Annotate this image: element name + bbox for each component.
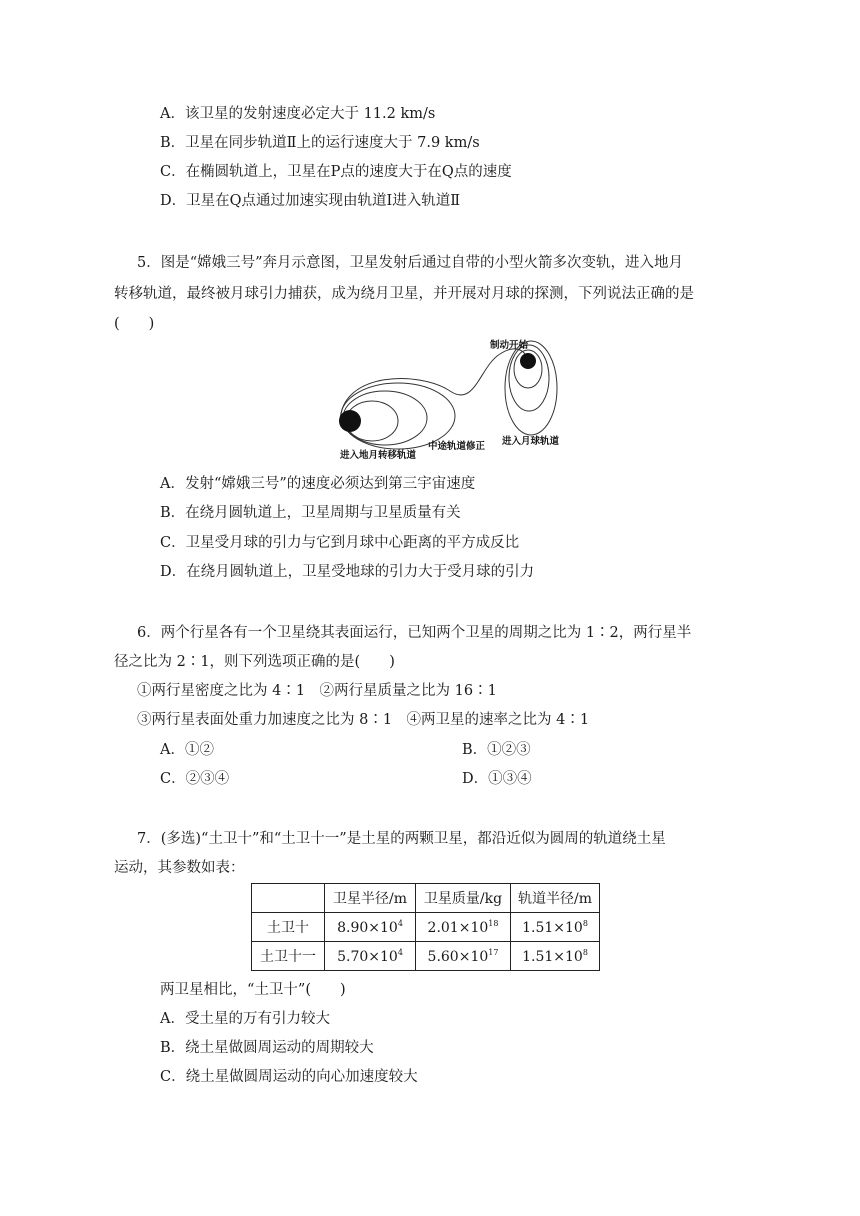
- table-row: [252, 913, 600, 942]
- label-transfer-orbit: 进入地月转移轨道: [340, 450, 417, 461]
- table-cell-orbit: $1.51\times 10^8$: [511, 942, 600, 971]
- q4-option-c: C．在椭圆轨道上，卫星在P点的速度大于在Q点的速度: [160, 164, 512, 180]
- q7-stem-line1: 7．(多选)“土卫十”和“土卫十一”是土星的两颗卫星，都沿近似为圆周的轨道绕土星: [137, 831, 666, 847]
- table-header-cell: [252, 884, 325, 913]
- q7-option-c: C．绕土星做圆周运动的向心加速度较大: [160, 1069, 418, 1085]
- q7-option-a: A．受土星的万有引力较大: [160, 1011, 330, 1027]
- q4-option-a: A．该卫星的发射速度必定大于 11.2 km/s: [160, 106, 436, 122]
- label-midcourse-correction: 中途轨道修正: [428, 441, 486, 452]
- table-cell-orbit: $1.51\times 10^8$: [511, 913, 600, 942]
- q5-option-a: A．发射“嫦娥三号”的速度必须达到第三宇宙速度: [160, 476, 476, 492]
- midcourse-marker-icon: [420, 432, 424, 440]
- label-lunar-orbit: 进入月球轨道: [502, 436, 560, 447]
- q5-stem-line2: 转移轨道，最终被月球引力捕获，成为绕月卫星，并开展对月球的探测，下列说法正确的是: [114, 286, 694, 302]
- transfer-trajectory: [340, 349, 528, 421]
- q5-option-c: C．卫星受月球的引力与它到月球中心距离的平方成反比: [160, 535, 520, 551]
- q6-stem-line1: 6．两个行星各有一个卫星绕其表面运行，已知两个卫星的周期之比为 1∶2，两行星半: [137, 625, 692, 641]
- moon-icon: [520, 353, 536, 369]
- table-header-row: [252, 884, 600, 913]
- q7-stem-line2: 运动，其参数如表：: [114, 860, 245, 876]
- q5-option-d: D．在绕月圆轨道上，卫星受地球的引力大于受月球的引力: [160, 564, 535, 580]
- q7-option-b: B．绕土星做圆周运动的周期较大: [160, 1040, 374, 1056]
- q6-option-a: A．①②: [160, 742, 214, 758]
- q6-option-b: B．①②③: [462, 742, 531, 758]
- earth-icon: [339, 410, 361, 432]
- q5-stem-line3: ( ): [114, 316, 155, 332]
- table-cell-radius: $5.70\times 10^4$: [325, 942, 416, 971]
- table-cell-radius: $8.90\times 10^4$: [325, 913, 416, 942]
- satellite-parameters-table: [251, 883, 600, 971]
- q6-statements-line2: ③两行星表面处重力加速度之比为 8∶1 ④两卫星的速率之比为 4∶1: [137, 712, 590, 728]
- table-cell-name: 土卫十一: [252, 942, 325, 971]
- q6-stem-line2: 径之比为 2∶1，则下列选项正确的是( ): [114, 654, 395, 670]
- q5-option-b: B．在绕月圆轨道上，卫星周期与卫星质量有关: [160, 505, 461, 521]
- q5-stem-line1: 5．图是“嫦娥三号”奔月示意图，卫星发射后通过自带的小型火箭多次变轨，进入地月: [137, 255, 684, 271]
- q6-statements-line1: ①两行星密度之比为 4∶1 ②两行星质量之比为 16∶1: [137, 683, 497, 699]
- label-brake-start: 制动开始: [490, 340, 529, 351]
- earth-moon-transfer-diagram: [330, 336, 570, 466]
- q7-compare-line: 两卫星相比，“土卫十”( ): [160, 982, 346, 998]
- q6-option-d: D．①③④: [462, 771, 532, 787]
- table-header-cell: 卫星半径/m: [325, 884, 416, 913]
- q4-option-b: B．卫星在同步轨道Ⅱ上的运行速度大于 7.9 km/s: [160, 135, 480, 151]
- table-row: [252, 942, 600, 971]
- q6-option-c: C．②③④: [160, 771, 230, 787]
- q4-option-d: D．卫星在Q点通过加速实现由轨道Ⅰ进入轨道Ⅱ: [160, 193, 461, 209]
- table-cell-name: 土卫十: [252, 913, 325, 942]
- table-header-cell: 卫星质量/kg: [416, 884, 511, 913]
- table-header-cell: 轨道半径/m: [511, 884, 600, 913]
- table-cell-mass: $2.01\times 10^{18}$: [416, 913, 511, 942]
- table-cell-mass: $5.60\times 10^{17}$: [416, 942, 511, 971]
